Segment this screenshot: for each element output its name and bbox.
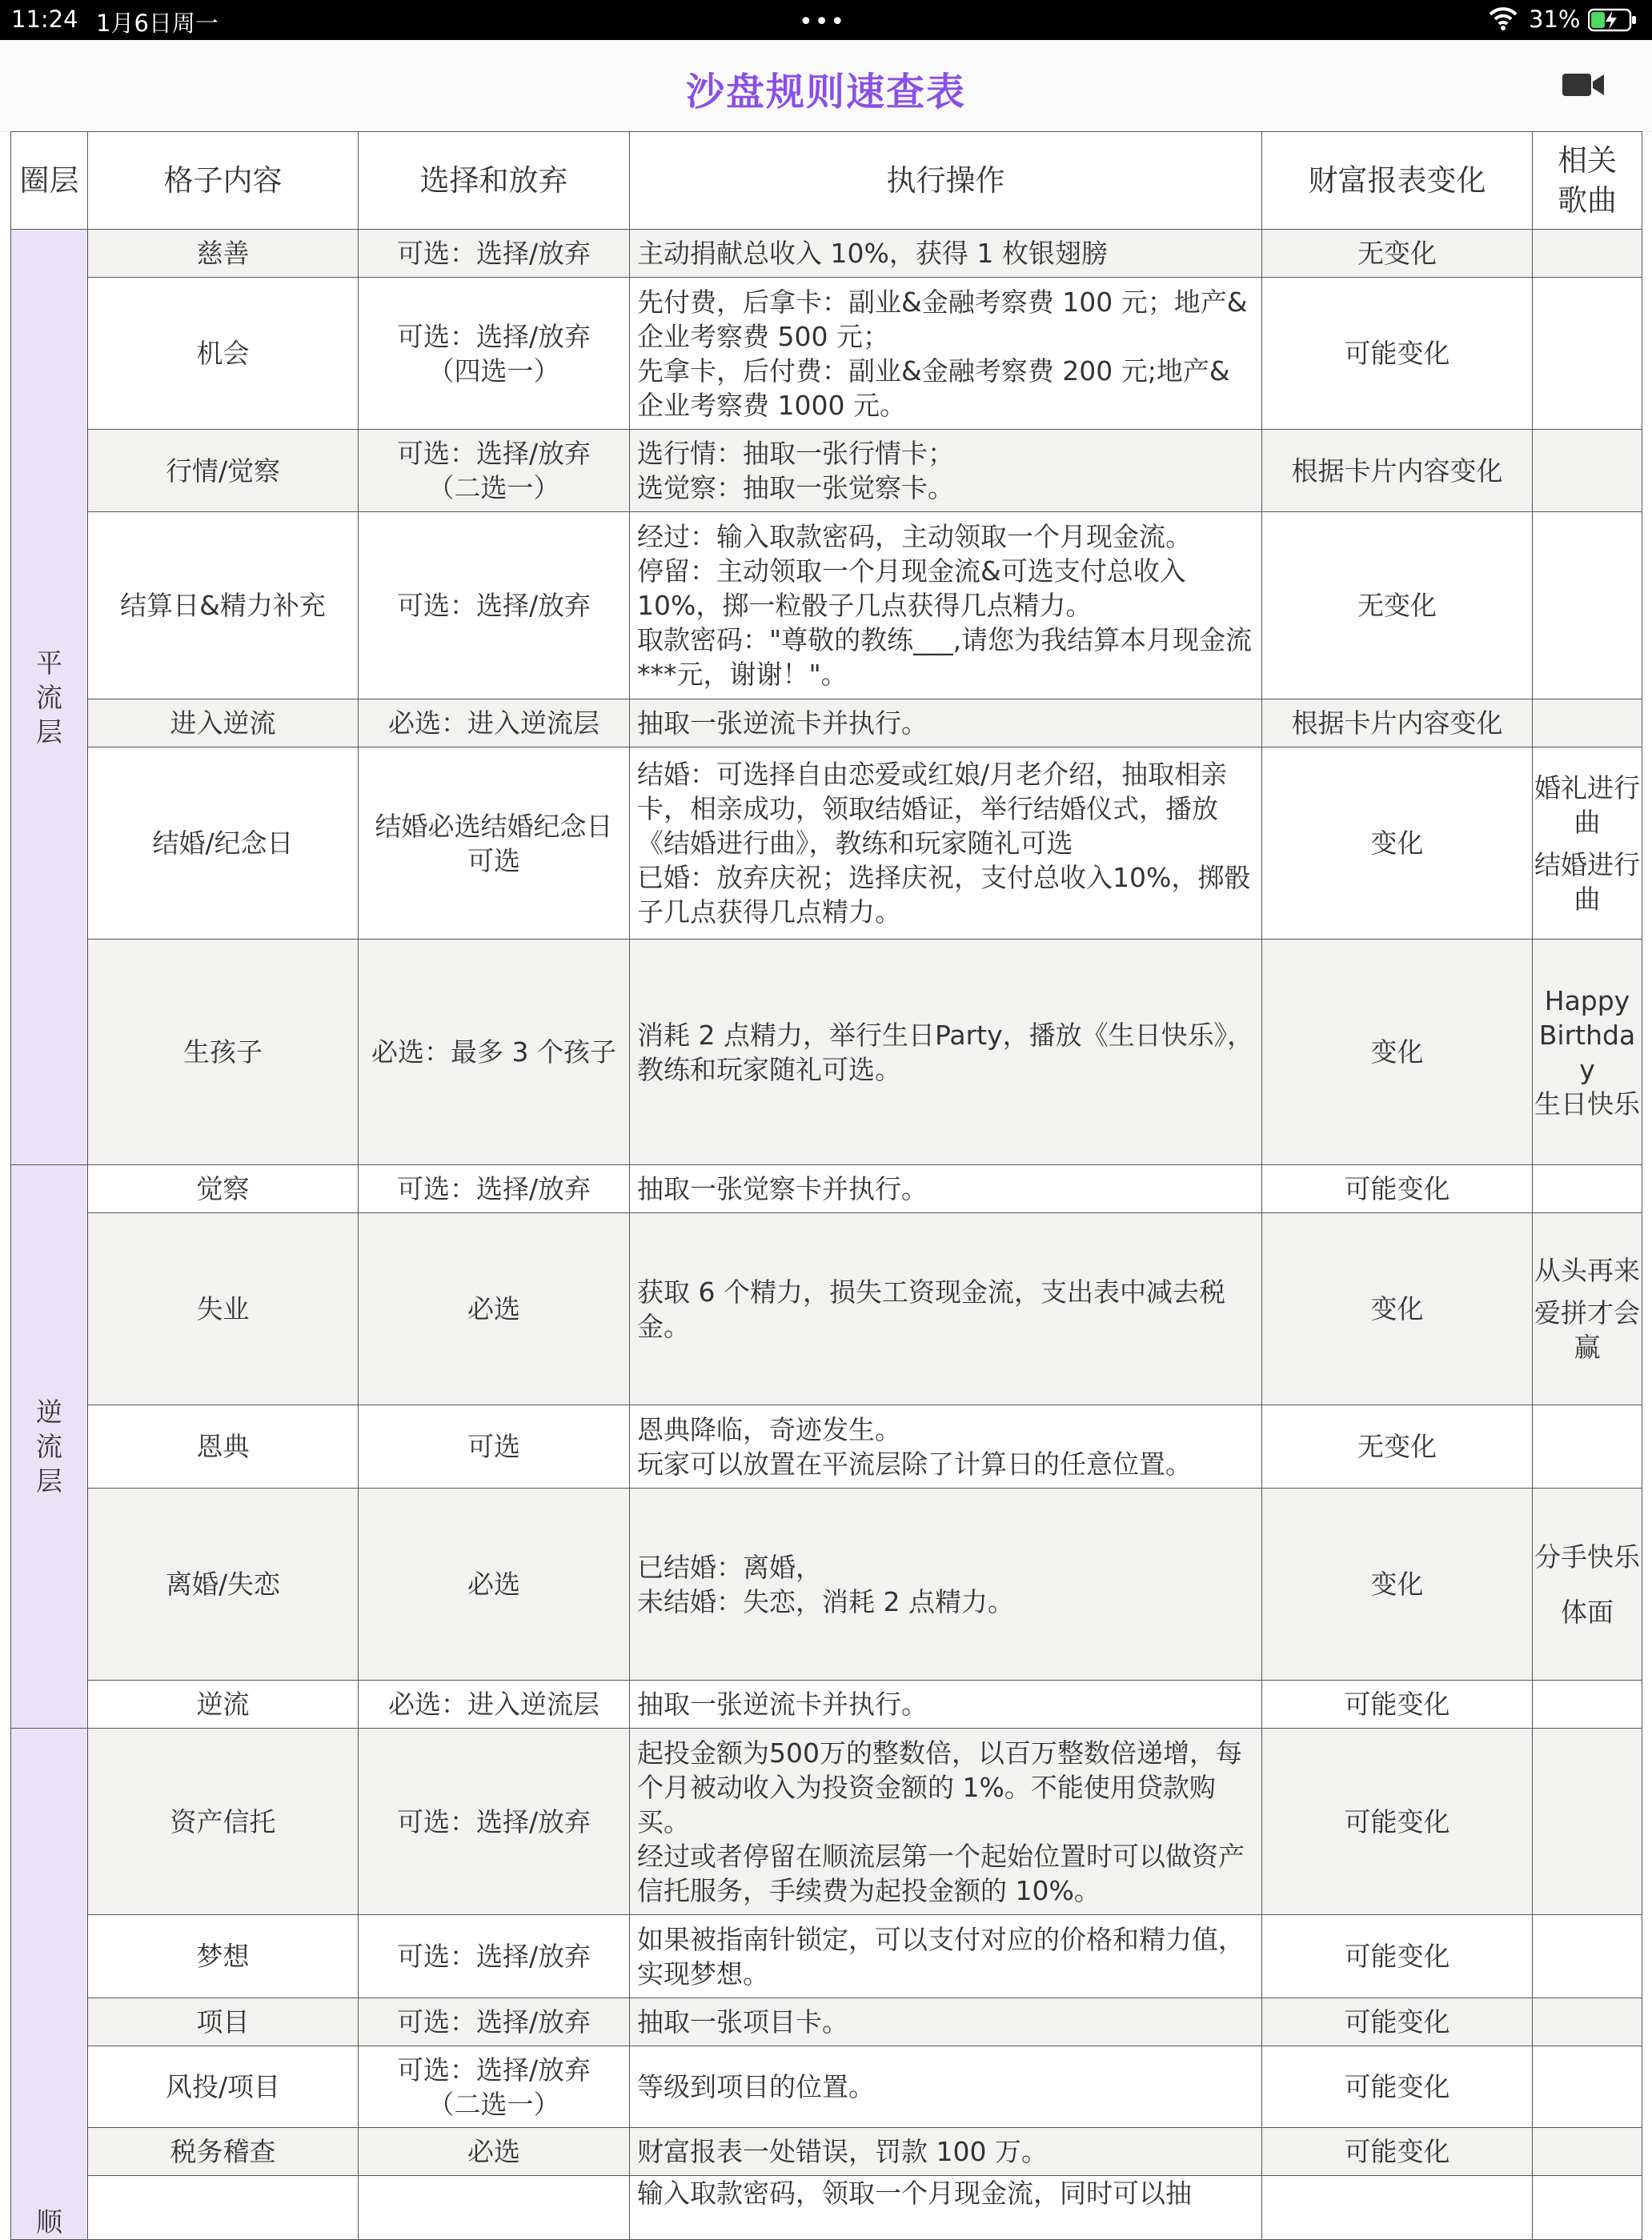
cell-content: 梦想 [88, 1915, 359, 1998]
layer-label: 顺 [11, 1729, 88, 2240]
status-bar [0, 0, 1652, 40]
song-link[interactable]: 生日快乐 [1534, 1088, 1640, 1120]
battery-charging-icon [1588, 8, 1638, 38]
cell-content: 结婚/纪念日 [88, 747, 359, 940]
table-row [11, 1681, 1642, 1729]
cell-change: 变化 [1262, 1213, 1533, 1405]
cell-change: 可能变化 [1262, 1729, 1533, 1915]
cell-songs [1533, 278, 1642, 430]
page-title: 沙盘规则速查表 [685, 70, 966, 114]
cell-songs [1533, 940, 1642, 1165]
cell-change: 可能变化 [1262, 1915, 1533, 1998]
cell-choice: 可选：选择/放弃 [359, 1998, 630, 2046]
layer-label: 平 流 层 [11, 230, 88, 1165]
cell-change: 可能变化 [1262, 1165, 1533, 1213]
cell-content: 逆流 [88, 1681, 359, 1729]
table-row [11, 512, 1642, 699]
cell-songs [1533, 512, 1642, 699]
cell-songs [1533, 1213, 1642, 1405]
cell-songs [1533, 1165, 1642, 1213]
column-header: 相关 歌曲 [1533, 132, 1642, 230]
multitask-dots[interactable]: ••• [799, 8, 847, 36]
table-row [11, 940, 1642, 1165]
cell-change: 可能变化 [1262, 2046, 1533, 2128]
cell-change: 根据卡片内容变化 [1262, 430, 1533, 512]
cell-songs [1533, 1489, 1642, 1681]
song-link[interactable]: 体面 [1561, 1596, 1614, 1628]
table-row [11, 1729, 1642, 1915]
cell-choice: 可选：选择/放弃 [359, 1729, 630, 1915]
cell-content: 结算日&精力补充 [88, 512, 359, 699]
song-link[interactable]: 从头再来 [1534, 1255, 1640, 1286]
cell-change: 可能变化 [1262, 1998, 1533, 2046]
table-row [11, 1998, 1642, 2046]
table-row [11, 2046, 1642, 2128]
wifi-icon [1487, 3, 1519, 41]
cell-choice: 可选：选择/放弃 （二选一） [359, 430, 630, 512]
table-row [11, 747, 1642, 940]
cell-action: 等级到项目的位置。 [630, 2046, 1262, 2128]
cell-content: 生孩子 [88, 940, 359, 1165]
cell-change: 根据卡片内容变化 [1262, 699, 1533, 747]
cell-change: 变化 [1262, 1489, 1533, 1681]
cell-choice: 可选：选择/放弃 [359, 230, 630, 278]
cell-content: 税务稽查 [88, 2128, 359, 2176]
cell-songs [1533, 1915, 1642, 1998]
video-camera-icon[interactable] [1561, 69, 1607, 101]
table-row [11, 1405, 1642, 1489]
cell-songs [1533, 430, 1642, 512]
cell-change: 可能变化 [1262, 2128, 1533, 2176]
cell-choice: 可选：选择/放弃 [359, 1165, 630, 1213]
table-row [11, 699, 1642, 747]
song-link[interactable]: Happy Birthday [1538, 984, 1636, 1085]
title-bar [0, 40, 1652, 132]
song-link[interactable]: 婚礼进行曲 [1534, 771, 1640, 838]
table-header-row [11, 132, 1642, 230]
cell-change: 变化 [1262, 940, 1533, 1165]
cell-choice: 必选：最多 3 个孩子 [359, 940, 630, 1165]
cell-choice: 必选 [359, 1213, 630, 1405]
cell-content: 离婚/失恋 [88, 1489, 359, 1681]
status-date: 1月6日周一 [96, 10, 219, 37]
cell-choice: 可选：选择/放弃 [359, 1915, 630, 1998]
cell-action: 财富报表一处错误，罚款 100 万。 [630, 2128, 1262, 2176]
cell-choice: 可选 [359, 1405, 630, 1489]
cell-content: 失业 [88, 1213, 359, 1405]
cell-content: 慈善 [88, 230, 359, 278]
table-row [11, 230, 1642, 278]
cell-songs [1533, 1998, 1642, 2046]
cell-songs [1533, 2046, 1642, 2128]
cell-choice: 可选：选择/放弃 （二选一） [359, 2046, 630, 2128]
cell-content [88, 2176, 359, 2240]
cell-action: 如果被指南针锁定，可以支付对应的价格和精力值，实现梦想。 [630, 1915, 1262, 1998]
cell-songs [1533, 2176, 1642, 2240]
cell-change: 无变化 [1262, 230, 1533, 278]
song-link[interactable]: 分手快乐 [1534, 1541, 1640, 1573]
cell-change: 可能变化 [1262, 278, 1533, 430]
cell-action: 抽取一张逆流卡并执行。 [630, 699, 1262, 747]
rules-table [10, 131, 1642, 2240]
cell-change [1262, 2176, 1533, 2240]
cell-action: 获取 6 个精力，损失工资现金流，支出表中减去税金。 [630, 1213, 1262, 1405]
cell-content: 觉察 [88, 1165, 359, 1213]
battery-percent: 31% [1529, 6, 1581, 33]
table-row [11, 430, 1642, 512]
cell-content: 资产信托 [88, 1729, 359, 1915]
cell-songs [1533, 1681, 1642, 1729]
cell-action: 结婚：可选择自由恋爱或红娘/月老介绍，抽取相亲卡，相亲成功，领取结婚证，举行结婚仪式，播放《结婚进行曲》，教练和玩家随礼可选 已婚：放弃庆祝；选择庆祝，支付总收入10%，掷骰子几点获得几点精力。 [630, 747, 1262, 940]
cell-content: 恩典 [88, 1405, 359, 1489]
cell-content: 风投/项目 [88, 2046, 359, 2128]
layer-label: 逆 流 层 [11, 1165, 88, 1729]
cell-choice [359, 2176, 630, 2240]
cell-choice: 必选：进入逆流层 [359, 699, 630, 747]
cell-songs [1533, 2128, 1642, 2176]
cell-change: 可能变化 [1262, 1681, 1533, 1729]
status-time: 11:24 [11, 6, 78, 33]
cell-action: 抽取一张逆流卡并执行。 [630, 1681, 1262, 1729]
cell-songs [1533, 1405, 1642, 1489]
table-row [11, 1165, 1642, 1213]
cell-change: 无变化 [1262, 512, 1533, 699]
cell-action: 主动捐献总收入 10%，获得 1 枚银翅膀 [630, 230, 1262, 278]
cell-action: 输入取款密码，领取一个月现金流，同时可以抽 [630, 2176, 1262, 2240]
table-row [11, 2176, 1642, 2240]
cell-content: 项目 [88, 1998, 359, 2046]
cell-choice: 结婚必选结婚纪念日可选 [359, 747, 630, 940]
cell-change: 变化 [1262, 747, 1533, 940]
cell-choice: 必选 [359, 1489, 630, 1681]
cell-songs [1533, 699, 1642, 747]
cell-songs [1533, 747, 1642, 940]
cell-action: 抽取一张项目卡。 [630, 1998, 1262, 2046]
cell-action: 先付费，后拿卡：副业&金融考察费 100 元；地产&企业考察费 500 元； 先拿卡，后付费：副业&金融考察费 200 元;地产&企业考察费 1000 元。 [630, 278, 1262, 430]
column-header: 选择和放弃 [359, 132, 630, 230]
cell-action: 消耗 2 点精力，举行生日Party，播放《生日快乐》，教练和玩家随礼可选。 [630, 940, 1262, 1165]
table-row [11, 1489, 1642, 1681]
cell-choice: 必选：进入逆流层 [359, 1681, 630, 1729]
song-link[interactable]: 结婚进行曲 [1534, 848, 1640, 915]
cell-content: 进入逆流 [88, 699, 359, 747]
cell-action: 抽取一张觉察卡并执行。 [630, 1165, 1262, 1213]
cell-choice: 必选 [359, 2128, 630, 2176]
cell-action: 经过：输入取款密码，主动领取一个月现金流。 停留：主动领取一个月现金流&可选支付总收入10%，掷一粒骰子几点获得几点精力。 取款密码："尊敬的教练___,请您为我结算本月现金流***元，谢谢！"。 [630, 512, 1262, 699]
cell-action: 选行情：抽取一张行情卡； 选觉察：抽取一张觉察卡。 [630, 430, 1262, 512]
cell-songs [1533, 230, 1642, 278]
cell-action: 起投金额为500万的整数倍，以百万整数倍递增，每个月被动收入为投资金额的 1%。不能使用贷款购买。 经过或者停留在顺流层第一个起始位置时可以做资产信托服务，手续费为起投金额的 10%。 [630, 1729, 1262, 1915]
table-row [11, 278, 1642, 430]
cell-songs [1533, 1729, 1642, 1915]
column-header: 圈层 [11, 132, 88, 230]
cell-choice: 可选：选择/放弃 （四选一） [359, 278, 630, 430]
song-link[interactable]: 爱拼才会赢 [1534, 1297, 1640, 1363]
table-row [11, 2128, 1642, 2176]
column-header: 财富报表变化 [1262, 132, 1533, 230]
cell-action: 恩典降临，奇迹发生。 玩家可以放置在平流层除了计算日的任意位置。 [630, 1405, 1262, 1489]
cell-change: 无变化 [1262, 1405, 1533, 1489]
column-header: 格子内容 [88, 132, 359, 230]
column-header: 执行操作 [630, 132, 1262, 230]
cell-content: 机会 [88, 278, 359, 430]
table-row [11, 1213, 1642, 1405]
cell-content: 行情/觉察 [88, 430, 359, 512]
table-row [11, 1915, 1642, 1998]
cell-choice: 可选：选择/放弃 [359, 512, 630, 699]
cell-action: 已结婚：离婚， 未结婚：失恋，消耗 2 点精力。 [630, 1489, 1262, 1681]
